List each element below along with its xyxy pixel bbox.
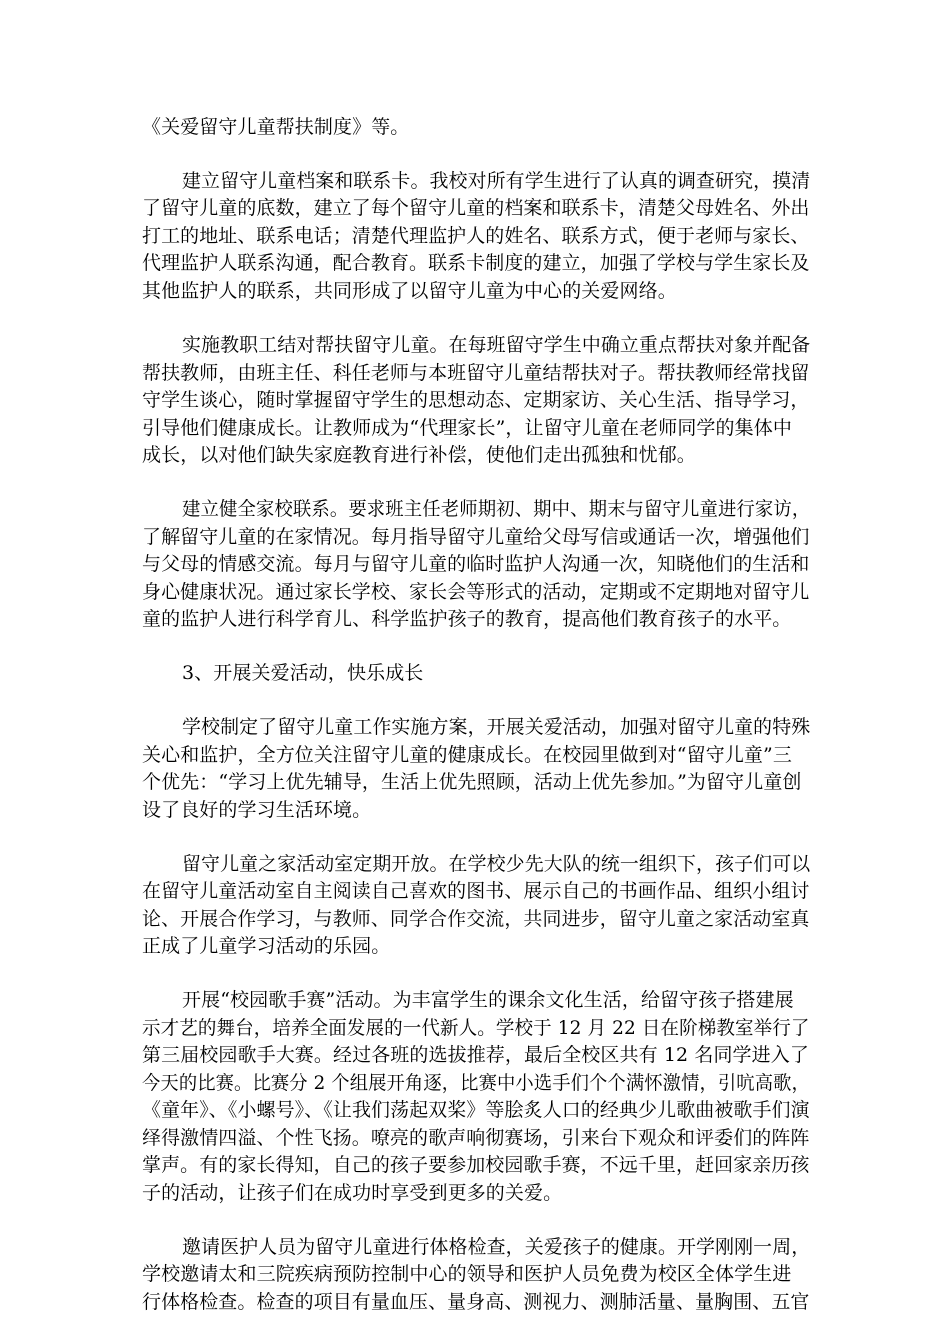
text-line: 代理监护人联系沟通，配合教育。联系卡制度的建立，加强了学校与学生家长及 (142, 252, 810, 274)
text-line: 设了良好的学习生活环境。 (142, 799, 372, 821)
text-line: 关心和监护，全方位关注留守儿童的健康成长。在校园里做到对“留守儿童”三 (142, 744, 792, 766)
text-line: 守学生谈心，随时掌握留守学生的思想动态、定期家访、关心生活、指导学习， (142, 389, 810, 411)
text-line: 在留守儿童活动室自主阅读自己喜欢的图书、展示自己的书画作品、组织小组讨 (142, 880, 810, 902)
text-line: 身心健康状况。通过家长学校、家长会等形式的活动，定期或不定期地对留守儿 (142, 581, 810, 603)
text-line: 今天的比赛。比赛分 2 个组展开角逐，比赛中小选手们个个满怀激情，引吭高歌， (142, 1072, 810, 1094)
text-line: 正成了儿童学习活动的乐园。 (142, 935, 391, 957)
text-line: 个优先：“学习上优先辅导，生活上优先照顾，活动上优先参加。”为留守儿童创 (142, 771, 802, 793)
text-line: 留守儿童之家活动室定期开放。在学校少先大队的统一组织下，孩子们可以 (182, 853, 811, 875)
text-line: 实施教职工结对帮扶留守儿童。在每班留守学生中确立重点帮扶对象并配备 (182, 334, 811, 356)
text-line: 其他监护人的联系，共同形成了以留守儿童为中心的关爱网络。 (142, 280, 677, 302)
text-line: 子的活动，让孩子们在成功时享受到更多的关爱。 (142, 1182, 563, 1204)
text-line: 建立留守儿童档案和联系卡。我校对所有学生进行了认真的调查研究，摸清 (182, 170, 811, 192)
text-line: 绎得激情四溢、个性飞扬。嘹亮的歌声响彻赛场，引来台下观众和评委们的阵阵 (142, 1127, 810, 1149)
text-line: 论、开展合作学习，与教师、同学合作交流，共同进步，留守儿童之家活动室真 (142, 908, 810, 930)
text-line: 打工的地址、联系电话；清楚代理监护人的姓名、联系方式，便于老师与家长、 (142, 225, 810, 247)
text-line: 帮扶教师，由班主任、科任老师与本班留守儿童结帮扶对子。帮扶教师经常找留 (142, 362, 810, 384)
text-line: 第三届校园歌手大赛。经过各班的选拔推荐，最后全校区共有 12 名同学进入了 (142, 1044, 809, 1066)
text-line: 引导他们健康成长。让教师成为“代理家长”，让留守儿童在老师同学的集体中 (142, 417, 792, 439)
text-line: 邀请医护人员为留守儿童进行体格检查，关爱孩子的健康。开学刚刚一周， (182, 1236, 811, 1258)
text-line: 学校制定了留守儿童工作实施方案，开展关爱活动，加强对留守儿童的特殊 (182, 716, 811, 738)
text-line: 了留守儿童的底数，建立了每个留守儿童的档案和联系卡，清楚父母姓名、外出 (142, 197, 810, 219)
text-line: 示才艺的舞台，培养全面发展的一代新人。学校于 12 月 22 日在阶梯教室举行了 (142, 1017, 810, 1039)
text-line: 《童年》、《小螺号》、《让我们荡起双桨》等脍炙人口的经典少儿歌曲被歌手们演 (142, 1099, 810, 1121)
text-line: 掌声。有的家长得知，自己的孩子要参加校园歌手赛，不远千里，赶回家亲历孩 (142, 1154, 810, 1176)
text-line: 建立健全家校联系。要求班主任老师期初、期中、期末与留守儿童进行家访， (182, 498, 811, 520)
text-line: 学校邀请太和三院疾病预防控制中心的领导和医护人员免费为校区全体学生进 (142, 1263, 792, 1285)
section-heading: 3、开展关爱活动，快乐成长 (182, 662, 424, 684)
text-line: 成长，以对他们缺失家庭教育进行补偿，使他们走出孤独和忧郁。 (142, 444, 696, 466)
text-line: 开展“校园歌手赛”活动。为丰富学生的课余文化生活，给留守孩子搭建展 (182, 989, 794, 1011)
text-line: 《关爱留守儿童帮扶制度》等。 (142, 116, 410, 138)
text-line: 了解留守儿童的在家情况。每月指导留守儿童给父母写信或通话一次，增强他们 (142, 526, 810, 548)
text-line: 与父母的情感交流。每月与留守儿童的临时监护人沟通一次，知晓他们的生活和 (142, 553, 810, 575)
text-line: 童的监护人进行科学育儿、科学监护孩子的教育，提高他们教育孩子的水平。 (142, 608, 792, 630)
text-line: 行体格检查。检查的项目有量血压、量身高、测视力、测肺活量、量胸围、五官 (142, 1291, 810, 1313)
